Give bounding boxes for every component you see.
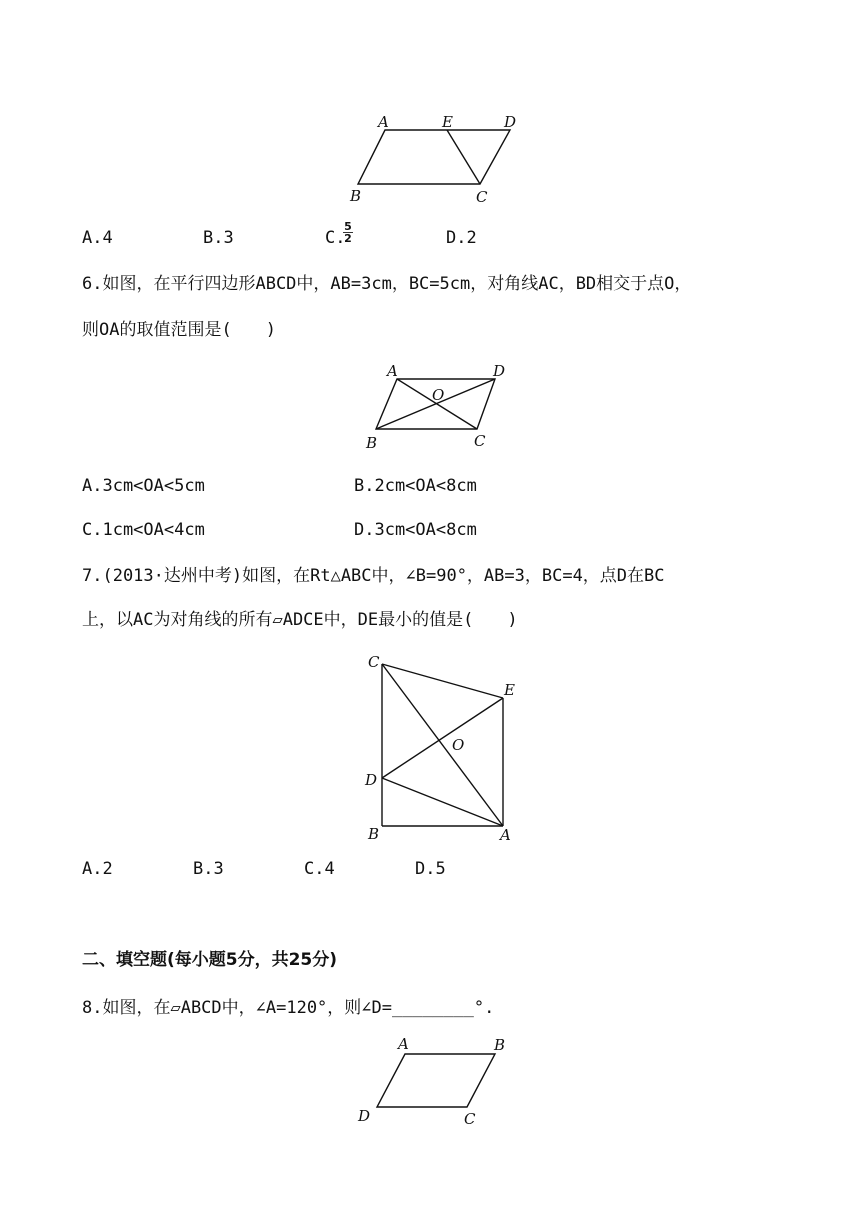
q5-label-b: B	[350, 187, 362, 205]
q7-segment-ce	[382, 664, 503, 698]
q5-option-b: B.3	[203, 228, 234, 248]
q5-option-c: C.	[325, 228, 346, 248]
q5-option-c-fraction	[343, 221, 353, 244]
q7-triangle-parallelogram-figure	[360, 650, 530, 845]
q7-label-a: A	[500, 826, 511, 844]
q6-label-c: C	[474, 432, 486, 450]
q8-label-c: C	[464, 1110, 476, 1128]
q5-label-c: C	[476, 188, 488, 206]
q7-label-d: D	[365, 771, 378, 789]
q8-label-d: D	[358, 1107, 371, 1125]
q8-question-line1: 8.如图，在▱ABCD中，∠A=120°，则∠D=________°.	[82, 998, 495, 1018]
q7-segment-de	[382, 698, 503, 778]
q6-label-o: O	[432, 386, 445, 404]
q7-label-c: C	[368, 653, 380, 671]
q5-parallelogram-figure	[340, 108, 540, 208]
fraction-denominator: 2	[344, 232, 352, 245]
q8-parallelogram-outline	[377, 1054, 495, 1107]
q6-question-line1: 6.如图，在平行四边形ABCD中，AB=3cm，BC=5cm，对角线AC，BD相交于点O，	[82, 274, 692, 294]
q6-label-a: A	[387, 362, 398, 380]
q6-option-d: D.3cm<OA<8cm	[354, 520, 477, 540]
q5-parallelogram-outline	[358, 130, 510, 184]
q7-label-e: E	[504, 681, 515, 699]
q7-question-line1: 7.(2013·达州中考)如图，在Rt△ABC中，∠B=90°，AB=3，BC=4，点D在BC	[82, 566, 665, 586]
q7-label-o: O	[452, 736, 465, 754]
q5-segment-ec	[447, 130, 480, 184]
q7-option-b: B.3	[193, 859, 224, 879]
q8-parallelogram-figure	[350, 1030, 520, 1130]
q7-option-c: C.4	[304, 859, 335, 879]
q6-option-a: A.3cm<OA<5cm	[82, 476, 205, 496]
q7-option-a: A.2	[82, 859, 113, 879]
q7-option-d: D.5	[415, 859, 446, 879]
q5-option-a: A.4	[82, 228, 113, 248]
q6-label-d: D	[493, 362, 506, 380]
q6-question-line2: 则OA的取值范围是( )	[82, 320, 276, 340]
q5-option-d: D.2	[446, 228, 477, 248]
q6-option-b: B.2cm<OA<8cm	[354, 476, 477, 496]
q5-label-d: D	[504, 113, 517, 131]
q7-label-b: B	[368, 825, 380, 843]
q6-parallelogram-figure	[360, 360, 530, 455]
q5-label-a: A	[378, 113, 389, 131]
section-heading-fill-in-blank: 二、填空题(每小题5分，共25分)	[82, 950, 338, 970]
fraction-numerator: 5	[344, 220, 352, 233]
q5-label-e: E	[442, 113, 453, 131]
q6-label-b: B	[366, 434, 378, 452]
q8-label-b: B	[494, 1036, 506, 1054]
q6-option-c: C.1cm<OA<4cm	[82, 520, 205, 540]
q7-question-line2: 上，以AC为对角线的所有▱ADCE中，DE最小的值是( )	[82, 610, 518, 630]
q8-label-a: A	[398, 1035, 409, 1053]
